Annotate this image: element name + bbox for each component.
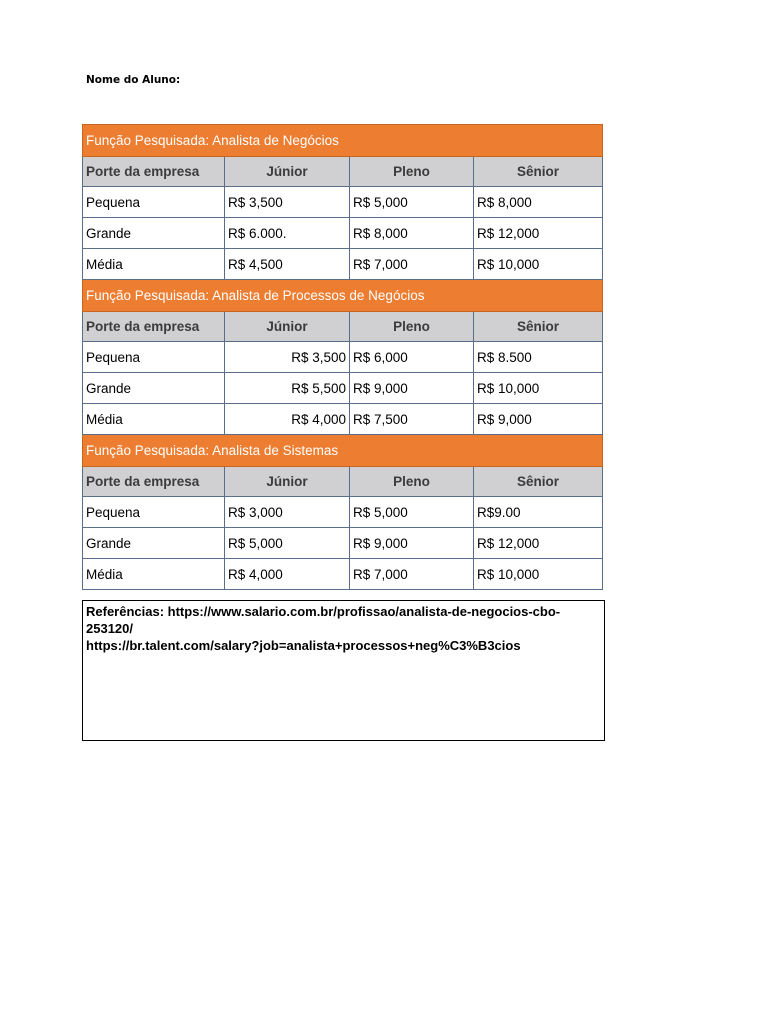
company-size-cell: Média — [83, 249, 225, 280]
junior-cell: R$ 5,000 — [225, 528, 350, 559]
header-senior: Sênior — [474, 467, 603, 497]
senior-cell: R$ 8,000 — [474, 187, 603, 218]
senior-cell: R$ 12,000 — [474, 528, 603, 559]
senior-cell: R$ 10,000 — [474, 373, 603, 404]
junior-cell: R$ 3,500 — [225, 187, 350, 218]
table-row — [83, 342, 603, 373]
references-text: 253120/ — [86, 621, 133, 636]
senior-cell: R$ 9,000 — [474, 404, 603, 435]
company-size-cell: Pequena — [83, 342, 225, 373]
junior-cell: R$ 6.000. — [225, 218, 350, 249]
table-row — [83, 218, 603, 249]
pleno-cell: R$ 7,000 — [350, 249, 474, 280]
header-row — [83, 312, 603, 342]
header-company-size: Porte da empresa — [83, 467, 225, 497]
header-pleno: Pleno — [350, 467, 474, 497]
header-row — [83, 157, 603, 187]
pleno-cell: R$ 7,000 — [350, 559, 474, 590]
section-title: Função Pesquisada: Analista de Processos de Negócios — [83, 280, 603, 312]
company-size-cell: Média — [83, 404, 225, 435]
header-row — [83, 467, 603, 497]
table-row — [83, 187, 603, 218]
pleno-cell: R$ 5,000 — [350, 187, 474, 218]
company-size-cell: Grande — [83, 218, 225, 249]
pleno-cell: R$ 9,000 — [350, 528, 474, 559]
company-size-cell: Média — [83, 559, 225, 590]
header-senior: Sênior — [474, 312, 603, 342]
header-pleno: Pleno — [350, 312, 474, 342]
header-junior: Júnior — [225, 467, 350, 497]
section-title-row — [83, 280, 603, 312]
company-size-cell: Grande — [83, 528, 225, 559]
references-box — [82, 600, 605, 741]
junior-cell: R$ 4,500 — [225, 249, 350, 280]
table-row — [83, 528, 603, 559]
table-row — [83, 559, 603, 590]
pleno-cell: R$ 7,500 — [350, 404, 474, 435]
senior-cell: R$ 10,000 — [474, 559, 603, 590]
company-size-cell: Grande — [83, 373, 225, 404]
senior-cell: R$9.00 — [474, 497, 603, 528]
senior-cell: R$ 8.500 — [474, 342, 603, 373]
junior-cell: R$ 4,000 — [225, 404, 350, 435]
header-company-size: Porte da empresa — [83, 312, 225, 342]
student-name-label: Nome do Aluno: — [86, 74, 181, 86]
pleno-cell: R$ 9,000 — [350, 373, 474, 404]
header-junior: Júnior — [225, 312, 350, 342]
pleno-cell: R$ 6,000 — [350, 342, 474, 373]
pleno-cell: R$ 8,000 — [350, 218, 474, 249]
company-size-cell: Pequena — [83, 497, 225, 528]
references-link: https://br.talent.com/salary?job=analista+processos+neg%C3%B3cios — [86, 638, 521, 653]
section-title: Função Pesquisada: Analista de Sistemas — [83, 435, 603, 467]
references-text: Referências: https://www.salario.com.br/profissao/analista-de-negocios-cbo- — [86, 604, 561, 619]
header-company-size: Porte da empresa — [83, 157, 225, 187]
junior-cell: R$ 3,000 — [225, 497, 350, 528]
junior-cell: R$ 4,000 — [225, 559, 350, 590]
senior-cell: R$ 12,000 — [474, 218, 603, 249]
table-row — [83, 497, 603, 528]
header-pleno: Pleno — [350, 157, 474, 187]
header-junior: Júnior — [225, 157, 350, 187]
company-size-cell: Pequena — [83, 187, 225, 218]
table-row — [83, 249, 603, 280]
table-row — [83, 373, 603, 404]
section-title: Função Pesquisada: Analista de Negócios — [83, 125, 603, 157]
section-title-row — [83, 435, 603, 467]
junior-cell: R$ 5,500 — [225, 373, 350, 404]
salary-table — [82, 124, 603, 590]
junior-cell: R$ 3,500 — [225, 342, 350, 373]
header-senior: Sênior — [474, 157, 603, 187]
pleno-cell: R$ 5,000 — [350, 497, 474, 528]
senior-cell: R$ 10,000 — [474, 249, 603, 280]
table-row — [83, 404, 603, 435]
section-title-row — [83, 125, 603, 157]
